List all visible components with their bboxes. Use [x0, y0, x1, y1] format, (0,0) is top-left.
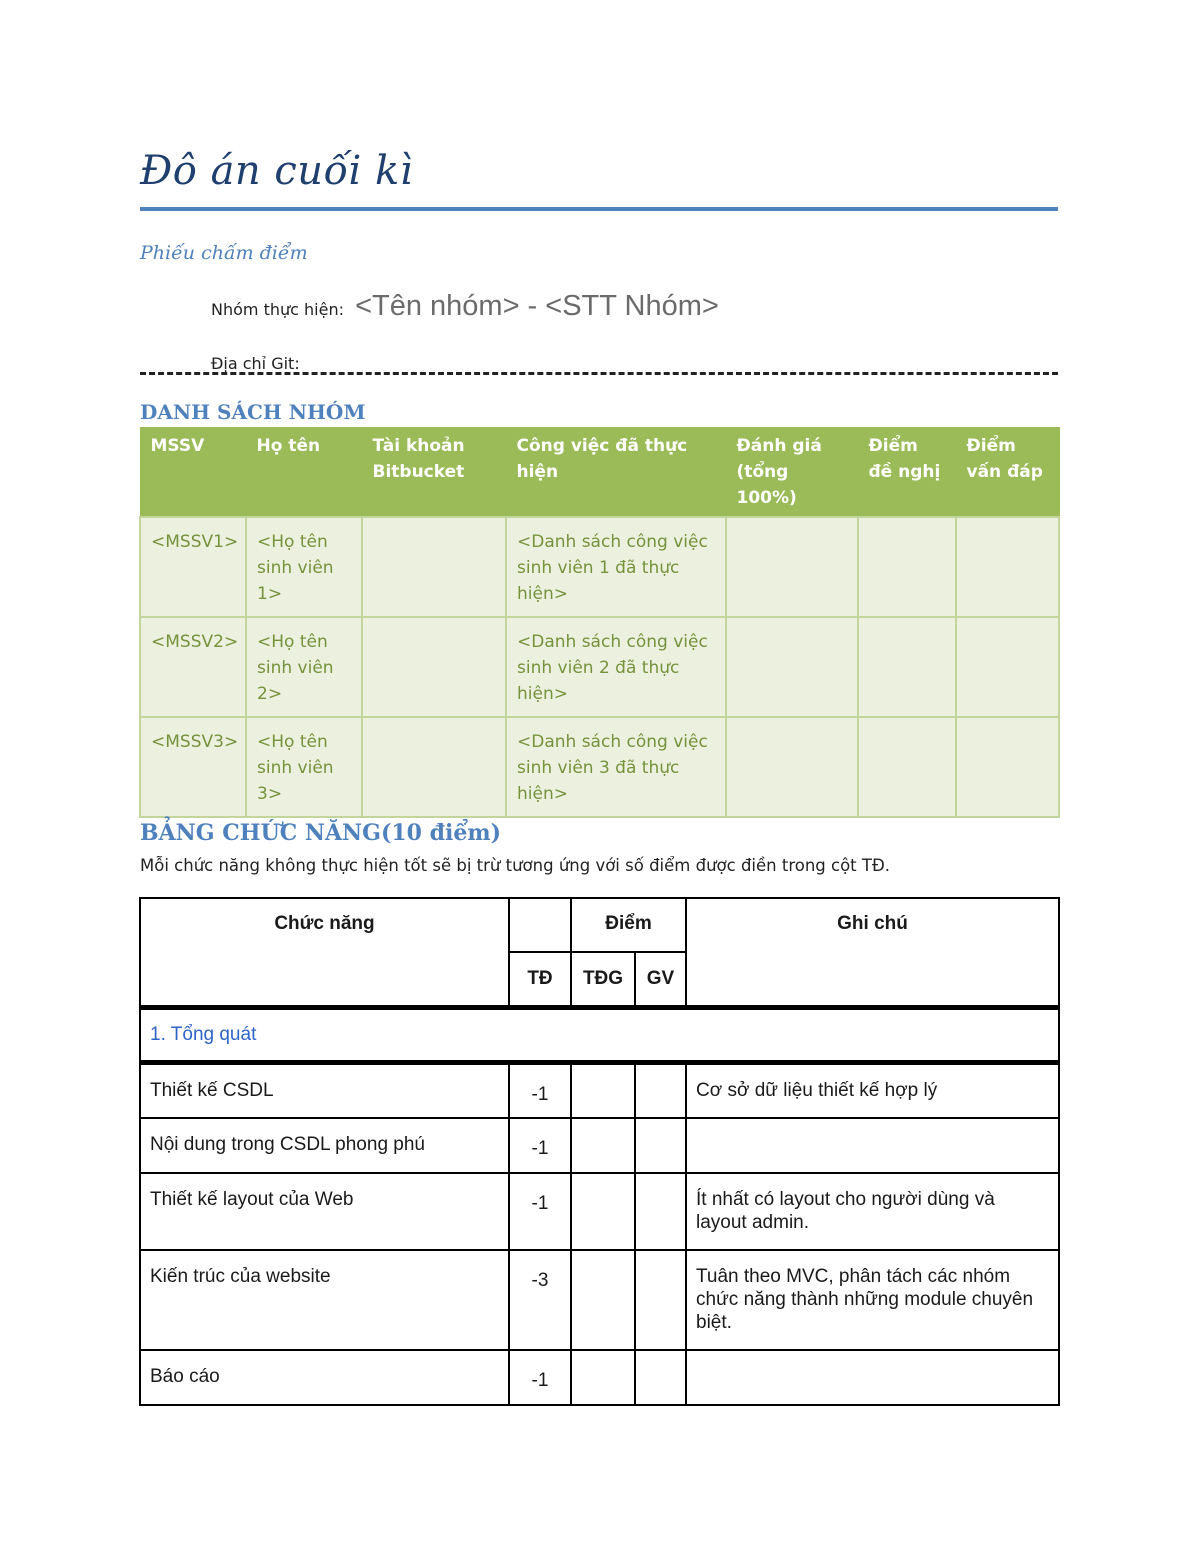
cell-mssv: <MSSV3>: [140, 717, 246, 817]
function-note: Tuân theo MVC, phân tách các nhóm chức năng thành những module chuyên biệt.: [686, 1250, 1059, 1350]
cell-tai-khoan: [362, 717, 506, 817]
function-note: [686, 1350, 1059, 1405]
col-diem-de-nghi: Điểm đề nghị: [858, 428, 956, 518]
cell-diem-van-dap: [956, 717, 1059, 817]
table-row: [140, 1063, 1059, 1118]
cell-danh-gia: [726, 617, 858, 717]
table-row: [140, 517, 1059, 617]
function-section-heading: BẢNG CHỨC NĂNG(10 điểm): [140, 820, 502, 846]
group-section-heading: DANH SÁCH NHÓM: [140, 400, 366, 424]
title-rule: [140, 207, 1058, 211]
cell-tai-khoan: [362, 617, 506, 717]
cell-cong-viec: <Danh sách công việc sinh viên 1 đã thực hiện>: [506, 517, 726, 617]
col-danh-gia: Đánh giá (tổng 100%): [726, 428, 858, 518]
cell-danh-gia: [726, 517, 858, 617]
header-points: Điểm: [571, 898, 686, 952]
table-row: [140, 1118, 1059, 1173]
function-tdg: [571, 1063, 635, 1118]
document-subtitle: Phiếu chấm điểm: [140, 242, 308, 264]
function-note: Ít nhất có layout cho người dùng và layout admin.: [686, 1173, 1059, 1250]
function-name: Thiết kế layout của Web: [140, 1173, 509, 1250]
git-label: Địa chỉ Git:: [211, 354, 300, 373]
category-row: [140, 1008, 1059, 1063]
function-section-note: Mỗi chức năng không thực hiện tốt sẽ bị trừ tương ứng với số điểm được điền trong cột TĐ.: [140, 856, 891, 875]
function-td: -3: [509, 1250, 571, 1350]
function-gv: [635, 1350, 686, 1405]
function-table-header: [140, 898, 1059, 952]
group-table-header: [140, 428, 1059, 518]
cell-cong-viec: <Danh sách công việc sinh viên 3 đã thực hiện>: [506, 717, 726, 817]
function-note: [686, 1118, 1059, 1173]
group-value: <Tên nhóm> - <STT Nhóm>: [355, 290, 719, 322]
function-note: Cơ sở dữ liệu thiết kế hợp lý: [686, 1063, 1059, 1118]
col-cong-viec: Công việc đã thực hiện: [506, 428, 726, 518]
function-gv: [635, 1173, 686, 1250]
col-mssv: MSSV: [140, 428, 246, 518]
cell-diem-de-nghi: [858, 617, 956, 717]
cell-diem-de-nghi: [858, 517, 956, 617]
cell-tai-khoan: [362, 517, 506, 617]
function-gv: [635, 1063, 686, 1118]
function-name: Nội dung trong CSDL phong phú: [140, 1118, 509, 1173]
function-td: -1: [509, 1118, 571, 1173]
group-label: Nhóm thực hiện:: [211, 300, 344, 319]
cell-ho-ten: <Họ tên sinh viên 2>: [246, 617, 362, 717]
header-function: Chức năng: [140, 898, 509, 1008]
table-row: [140, 1250, 1059, 1350]
cell-diem-de-nghi: [858, 717, 956, 817]
col-tai-khoan: Tài khoản Bitbucket: [362, 428, 506, 518]
table-row: [140, 1350, 1059, 1405]
function-tdg: [571, 1173, 635, 1250]
function-tdg: [571, 1250, 635, 1350]
header-points-blank: [509, 898, 571, 952]
group-line: [211, 290, 719, 323]
cell-mssv: <MSSV2>: [140, 617, 246, 717]
cell-danh-gia: [726, 717, 858, 817]
cell-diem-van-dap: [956, 517, 1059, 617]
header-tdg: TĐG: [571, 952, 635, 1008]
header-gv: GV: [635, 952, 686, 1008]
function-name: Kiến trúc của website: [140, 1250, 509, 1350]
function-td: -1: [509, 1350, 571, 1405]
function-td: -1: [509, 1063, 571, 1118]
function-tdg: [571, 1350, 635, 1405]
cell-diem-van-dap: [956, 617, 1059, 717]
header-td: TĐ: [509, 952, 571, 1008]
function-table: [139, 897, 1060, 1406]
cell-mssv: <MSSV1>: [140, 517, 246, 617]
function-name: Báo cáo: [140, 1350, 509, 1405]
function-name: Thiết kế CSDL: [140, 1063, 509, 1118]
table-row: [140, 1173, 1059, 1250]
function-gv: [635, 1118, 686, 1173]
function-td: -1: [509, 1173, 571, 1250]
cell-ho-ten: <Họ tên sinh viên 1>: [246, 517, 362, 617]
cell-cong-viec: <Danh sách công việc sinh viên 2 đã thực hiện>: [506, 617, 726, 717]
col-diem-van-dap: Điểm vấn đáp: [956, 428, 1059, 518]
function-gv: [635, 1250, 686, 1350]
header-notes: Ghi chú: [686, 898, 1059, 1008]
function-tdg: [571, 1118, 635, 1173]
group-table: [139, 427, 1060, 818]
table-row: [140, 617, 1059, 717]
cell-ho-ten: <Họ tên sinh viên 3>: [246, 717, 362, 817]
document-title: Đô án cuối kì: [140, 148, 414, 194]
table-row: [140, 717, 1059, 817]
col-ho-ten: Họ tên: [246, 428, 362, 518]
category-label: 1. Tổng quát: [140, 1008, 1059, 1063]
